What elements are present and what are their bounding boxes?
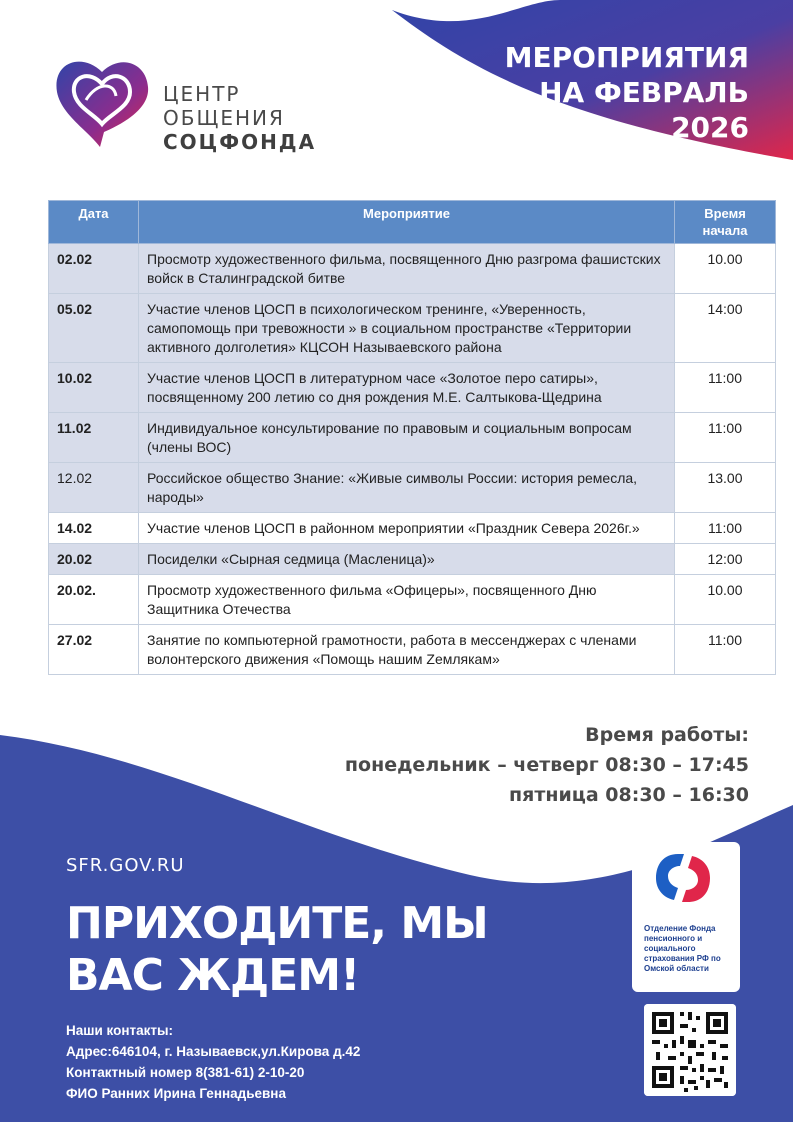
event-time: 13.00 xyxy=(675,463,776,513)
event-time: 11:00 xyxy=(675,363,776,413)
event-date: 10.02 xyxy=(49,363,139,413)
event-description: Просмотр художественного фильма «Офицеры», посвященного Дню Защитника Отечества xyxy=(139,575,675,625)
column-header-date: Дата xyxy=(49,201,139,244)
contacts-address: Адрес:646104, г. Называевск,ул.Кирова д.42 xyxy=(66,1044,361,1059)
heart-logo-icon xyxy=(52,52,152,152)
event-time: 14:00 xyxy=(675,294,776,363)
logo-text xyxy=(163,82,316,154)
event-description: Участие членов ЦОСП в психологическом тренинге, «Уверенность, самопомощь при тревожности » в социальном пространстве «Территории активного долголетия» КЦСОН Называевского района xyxy=(139,294,675,363)
logo-line: ОБЩЕНИЯ xyxy=(163,106,285,130)
event-date: 12.02 xyxy=(49,463,139,513)
website-link[interactable]: SFR.GOV.RU xyxy=(66,855,185,876)
event-date: 05.02 xyxy=(49,294,139,363)
column-header-event: Мероприятие xyxy=(139,201,675,244)
event-time: 11:00 xyxy=(675,625,776,675)
logo-line: ЦЕНТР xyxy=(163,82,241,106)
contacts-person: ФИО Ранних Ирина Геннадьевна xyxy=(66,1086,286,1101)
events-table xyxy=(48,200,776,675)
working-hours xyxy=(345,720,749,810)
logo-line: СОЦФОНДА xyxy=(163,130,317,154)
event-date: 14.02 xyxy=(49,513,139,544)
hours-friday: пятница 08:30 – 16:30 xyxy=(509,784,749,806)
hours-title: Время работы: xyxy=(585,724,749,746)
event-date: 20.02 xyxy=(49,544,139,575)
event-description: Участие членов ЦОСП в районном мероприятии «Праздник Севера 2026г.» xyxy=(139,513,675,544)
table-row xyxy=(49,244,776,294)
slogan-line: ПРИХОДИТЕ, МЫ xyxy=(66,898,488,949)
event-date: 27.02 xyxy=(49,625,139,675)
banner-title-line: НА ФЕВРАЛЬ xyxy=(539,76,749,109)
event-description: Участие членов ЦОСП в литературном часе «Золотое перо сатиры», посвященному 200 летию со дня рождения М.Е. Салтыкова-Щедрина xyxy=(139,363,675,413)
table-row xyxy=(49,625,776,675)
qr-code[interactable] xyxy=(644,1004,736,1096)
banner-title-line: 2026 xyxy=(671,111,749,144)
table-row xyxy=(49,513,776,544)
event-description: Занятие по компьютерной грамотности, работа в мессенджерах с членами волонтерского движения «Помощь нашим Zемлякам» xyxy=(139,625,675,675)
table-row xyxy=(49,575,776,625)
event-date: 11.02 xyxy=(49,413,139,463)
event-date: 20.02. xyxy=(49,575,139,625)
event-time: 10.00 xyxy=(675,244,776,294)
table-header-row xyxy=(49,201,776,244)
event-description: Посиделки «Сырная седмица (Масленица)» xyxy=(139,544,675,575)
table-row xyxy=(49,363,776,413)
banner-title-line: МЕРОПРИЯТИЯ xyxy=(504,41,749,74)
event-time: 11:00 xyxy=(675,413,776,463)
event-time: 12:00 xyxy=(675,544,776,575)
event-time: 10.00 xyxy=(675,575,776,625)
hours-weekdays: понедельник – четверг 08:30 – 17:45 xyxy=(344,754,749,776)
banner-title xyxy=(449,40,749,145)
event-time: 11:00 xyxy=(675,513,776,544)
table-row xyxy=(49,463,776,513)
table-row xyxy=(49,544,776,575)
event-description: Просмотр художественного фильма, посвященного Дню разгрома фашистских войск в Сталинградской битве xyxy=(139,244,675,294)
sfr-caption: Отделение Фонда пенсионного и социального страхования РФ по Омской области xyxy=(644,924,721,973)
table-row xyxy=(49,294,776,363)
column-header-time: Время начала xyxy=(675,201,776,244)
slogan xyxy=(66,898,488,1002)
event-description: Российское общество Знание: «Живые символы России: история ремесла, народы» xyxy=(139,463,675,513)
contacts-phone: Контактный номер 8(381-61) 2-10-20 xyxy=(66,1065,305,1080)
table-row xyxy=(49,413,776,463)
event-description: Индивидуальное консультирование по правовым и социальным вопросам (члены ВОС) xyxy=(139,413,675,463)
contacts-title: Наши контакты: xyxy=(66,1023,174,1038)
slogan-line: ВАС ЖДЕМ! xyxy=(66,950,360,1001)
event-date: 02.02 xyxy=(49,244,139,294)
contacts xyxy=(66,1020,360,1104)
sfr-logo-icon xyxy=(648,848,718,908)
